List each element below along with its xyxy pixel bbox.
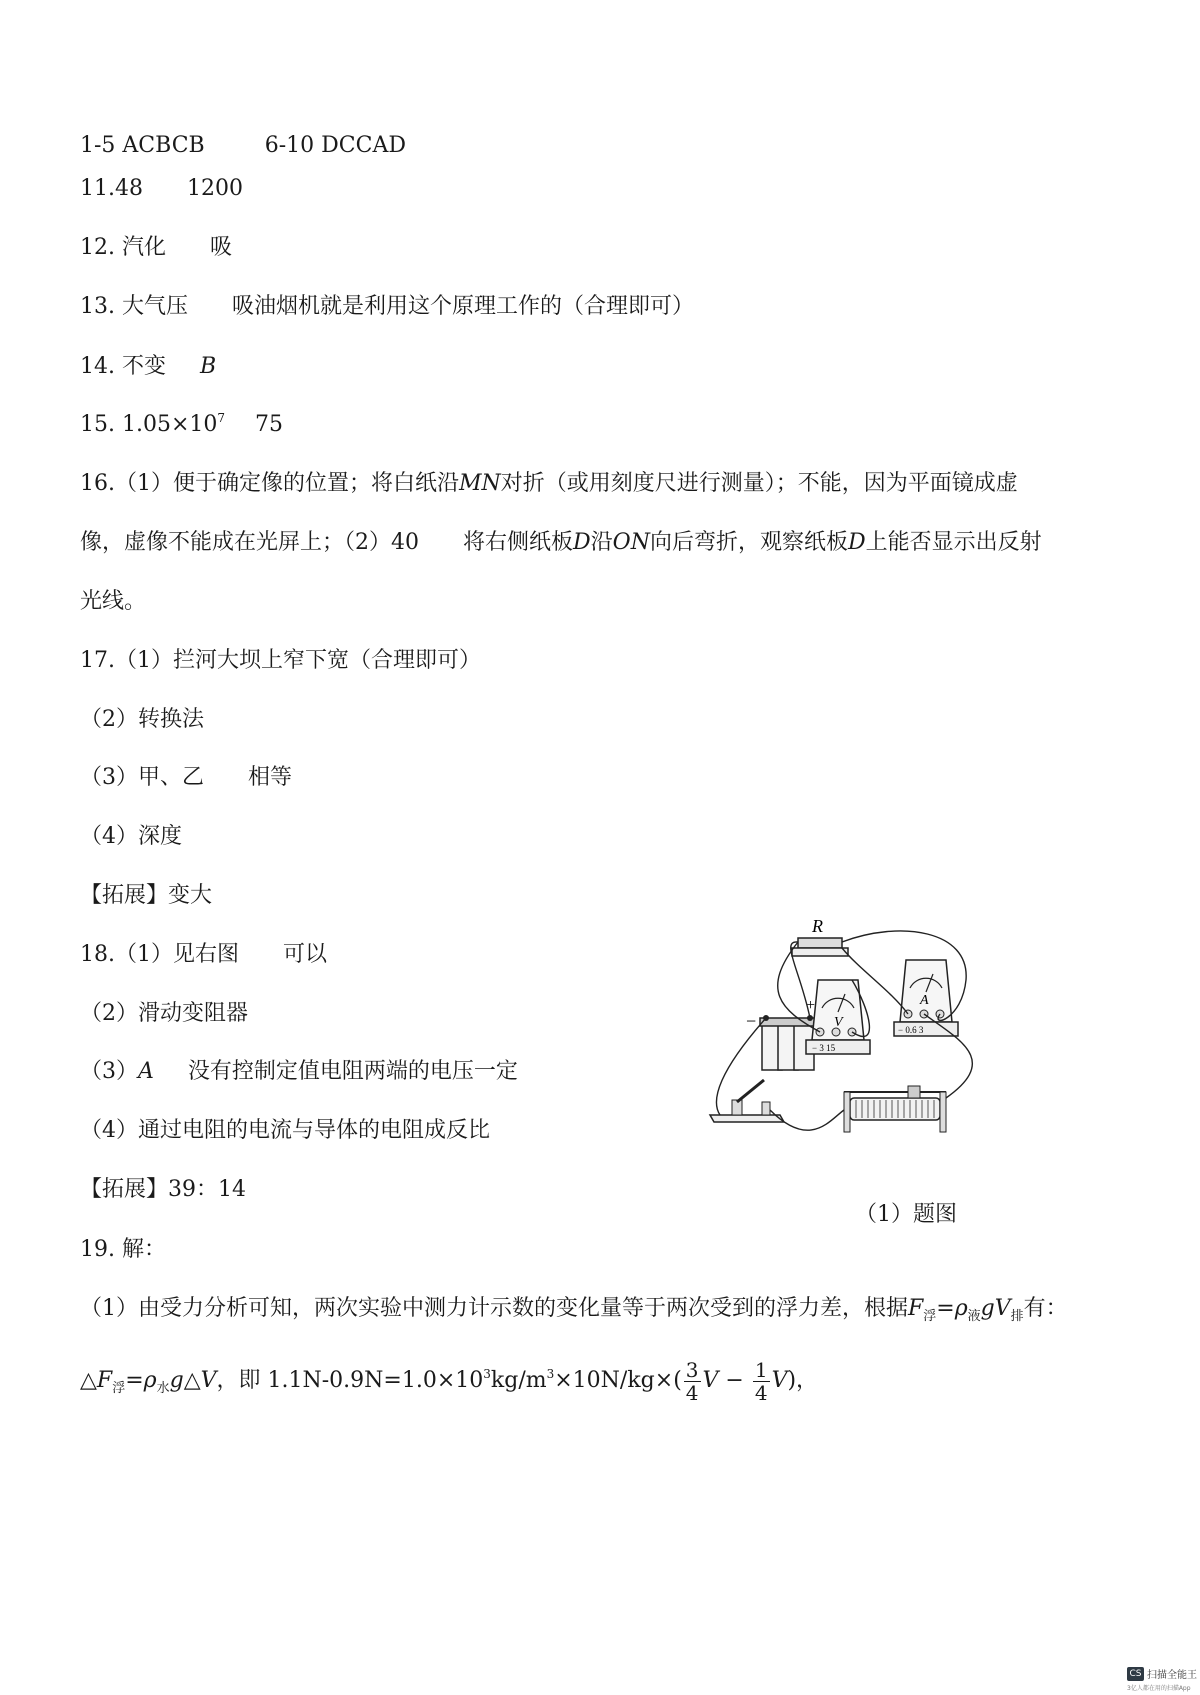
answer-17-2: （2）转换法 xyxy=(80,707,204,732)
scanner-tagline: 3亿人都在用的扫描App xyxy=(1127,1685,1191,1692)
answer-18-1: 18.（1）见右图 可以 xyxy=(80,942,327,967)
battery-plus-label: + xyxy=(806,997,816,1014)
rheostat xyxy=(844,1086,946,1132)
battery-minus-label: − xyxy=(746,1011,757,1031)
answer-16-line-1: 16.（1）便于确定像的位置；将白纸沿MN对折（或用刻度尺进行测量）；不能，因为平面镜成虚 xyxy=(80,471,1018,496)
answer-18-3: （3）A 没有控制定值电阻两端的电压一定 xyxy=(80,1059,518,1084)
answer-13: 13. 大气压 吸油烟机就是利用这个原理工作的（合理即可） xyxy=(80,294,694,319)
answer-17-extension: 【拓展】变大 xyxy=(80,883,213,908)
resistor-label: R xyxy=(812,916,823,936)
answer-16-line-3: 光线。 xyxy=(80,589,147,614)
answer-mc-1-5: 1-5 ACBCB xyxy=(80,133,205,158)
answer-19-title: 19. 解： xyxy=(80,1237,166,1262)
figure-caption: （1）题图 xyxy=(855,1202,957,1227)
switch xyxy=(710,1080,784,1122)
answer-17-1: 17.（1）拦河大坝上窄下宽（合理即可） xyxy=(80,648,481,673)
answer-18-2: （2）滑动变阻器 xyxy=(80,1001,248,1026)
ammeter-terminals: − 0.6 3 xyxy=(898,1025,924,1035)
answer-19-1-line-1: （1）由受力分析可知，两次实验中测力计示数的变化量等于两次受到的浮力差，根据$F_浮=\rho_液gV_排$有： xyxy=(80,1296,1068,1324)
ammeter-label: A xyxy=(920,993,929,1008)
voltmeter-label: V xyxy=(834,1015,843,1030)
scanner-app-name: 扫描全能王 xyxy=(1147,1670,1197,1681)
voltmeter-terminals: − 3 15 xyxy=(812,1043,836,1053)
resistor xyxy=(792,938,848,956)
fraction-three-quarters: $\frac{3}{4}$ xyxy=(685,1357,699,1405)
answer-18-4: （4）通过电阻的电流与导体的电阻成反比 xyxy=(80,1118,490,1143)
circuit-figure xyxy=(740,916,1140,1220)
answer-16-line-2: 像，虚像不能成在光屏上；（2）40 将右侧纸板D沿ON向后弯折，观察纸板D上能否显示出反射 xyxy=(80,530,1042,555)
scanner-logo-icon: CS xyxy=(1127,1667,1144,1681)
answer-mc xyxy=(80,131,406,161)
answer-17-4: （4）深度 xyxy=(80,824,182,849)
answer-mc-6-10: 6-10 DCCAD xyxy=(264,133,406,158)
fraction-one-quarter: $\frac{1}{4}$ xyxy=(754,1357,768,1405)
answer-17-3: （3）甲、乙 相等 xyxy=(80,765,292,790)
answer-18-extension: 【拓展】39：14 xyxy=(80,1177,246,1202)
answer-19-1-line-2: $\triangle F_浮=\rho_水g\triangle V$，即 $1.1N-0.9N=1.0\times 10^3kg/m^3\times 10N/kg\times$( $\frac{3}{4}$ V − $\frac{1}{4}$ V)， xyxy=(80,1357,819,1405)
answer-14: 14. 不变 B xyxy=(80,354,217,379)
answer-15: 15. $1.05\times 10^7$ 75 xyxy=(80,411,284,437)
answer-12: 12. 汽化 吸 xyxy=(80,235,232,260)
answer-11: 11.48 1200 xyxy=(80,176,243,201)
